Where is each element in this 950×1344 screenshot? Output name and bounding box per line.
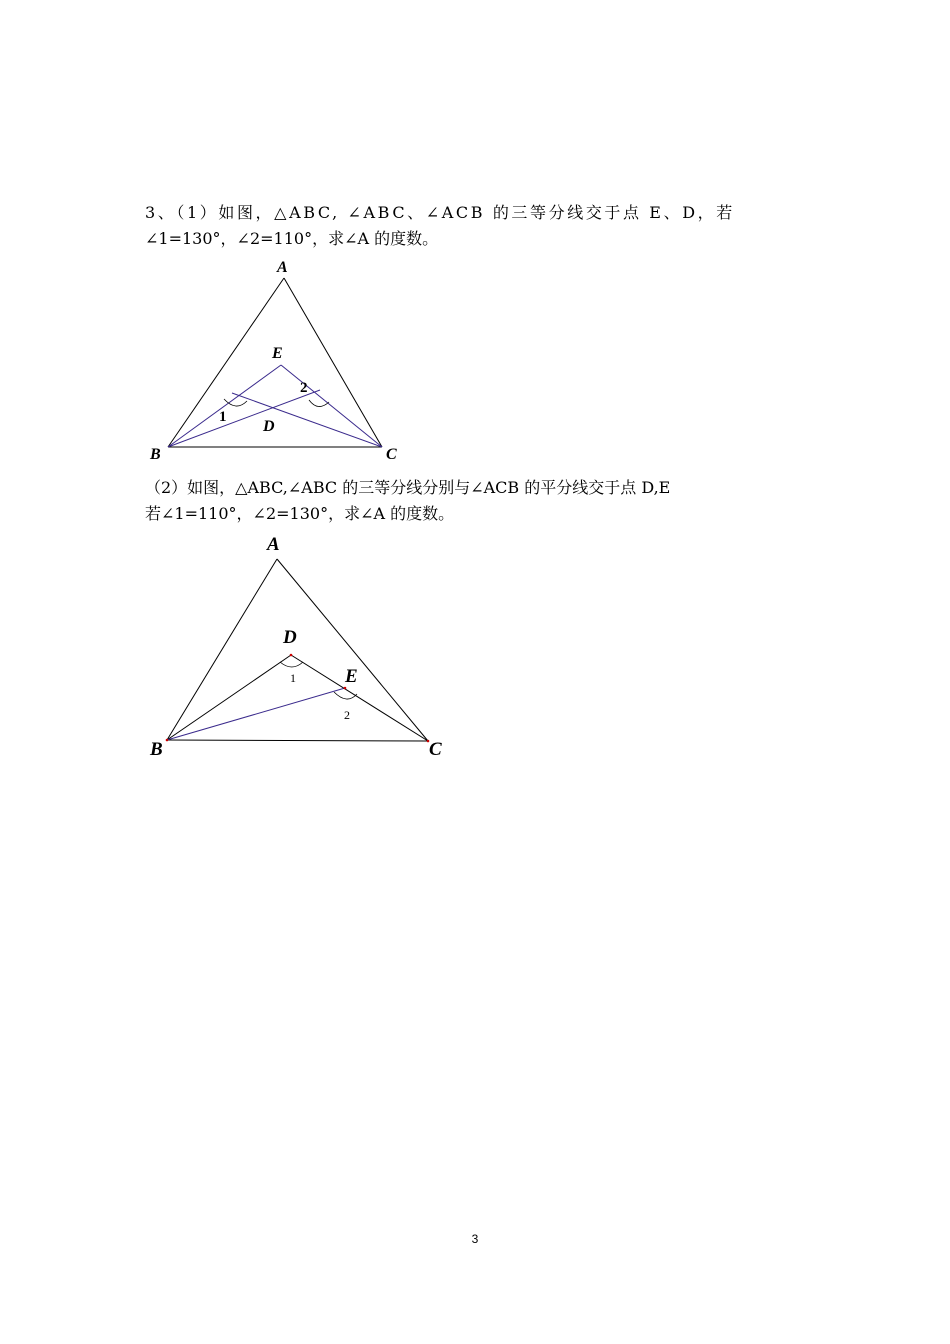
figure1-diagram (0, 250, 430, 470)
fig2-point-B-mark (166, 739, 169, 742)
fig2-label-D: D (283, 627, 297, 648)
fig2-point-E-mark (344, 687, 347, 690)
fig1-segment-CE (281, 365, 382, 447)
fig2-angle2-arc (334, 692, 357, 699)
fig2-label-C: C (429, 739, 442, 760)
fig1-label-D: D (263, 418, 275, 435)
fig2-side-BC (167, 740, 428, 741)
fig1-label-A: A (277, 259, 288, 276)
fig2-side-AC (277, 559, 428, 741)
fig1-angle1-label: 1 (219, 409, 227, 425)
fig1-label-C: C (386, 446, 397, 463)
fig2-label-E: E (345, 666, 358, 687)
fig2-label-B: B (150, 739, 163, 760)
fig2-segment-BD (167, 655, 291, 740)
fig2-angle1-arc (280, 662, 303, 667)
fig1-angle1-arc (224, 399, 247, 406)
problem2-line1: （2）如图，△ABC,∠ABC 的三等分线分别与∠ACB 的平分线交于点 D,E (145, 478, 671, 497)
fig1-side-AC (284, 278, 382, 447)
fig2-angle1-label: 1 (290, 671, 296, 685)
problem2-line2: 若∠1=110°，∠2=130°，求∠A 的度数。 (145, 504, 455, 523)
fig1-segment-C-to-1 (232, 393, 382, 447)
page-number: 3 (471, 1232, 479, 1246)
fig1-segment-B-to-2 (168, 390, 320, 447)
problem1-line1: 3、（1）如图，△ABC, ∠ABC、∠ACB 的三等分线交于点 E、D，若 (145, 203, 735, 222)
fig1-angle2-label: 2 (300, 380, 308, 396)
fig1-label-B: B (150, 446, 161, 463)
problem1-line2: ∠1=130°，∠2=110°，求∠A 的度数。 (145, 229, 439, 248)
fig2-point-D-mark (290, 654, 293, 657)
fig2-label-A: A (267, 534, 280, 555)
fig1-label-E: E (272, 345, 283, 362)
fig2-angle2-label: 2 (344, 708, 350, 722)
figure2-diagram (0, 525, 460, 765)
